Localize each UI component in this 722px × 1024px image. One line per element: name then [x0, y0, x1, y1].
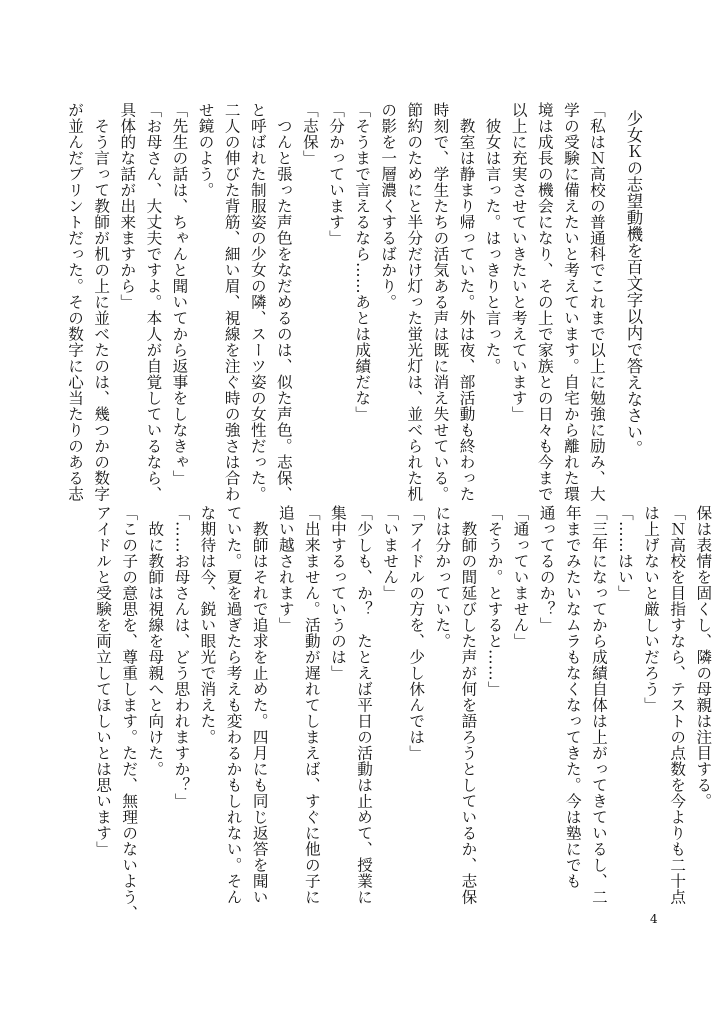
- text-line: と呼ばれた制服姿の少女の隣、スーツ姿の女性だった。: [248, 102, 267, 502]
- text-line: 「三年になってから成績自体は上がってきているし、二: [589, 505, 608, 905]
- text-line: 保は表情を固くし、隣の母親は注目する。: [694, 505, 713, 809]
- text-line: ていた。夏を過ぎたら考えも変わるかもしれない。そん: [224, 505, 243, 905]
- text-line: 「いません」: [381, 505, 400, 601]
- text-line: 「お母さん、大丈夫ですよ。本人が自覚しているなら、: [144, 102, 163, 502]
- text-line: 「少しも、か？ たとえば平日の活動は止めて、授業に: [355, 505, 374, 905]
- text-line: 「志保」: [300, 102, 319, 166]
- text-line: 以上に充実させていきたいと考えています」: [509, 102, 528, 422]
- text-line: 追い越されます」: [276, 505, 295, 633]
- lower-text-block: [90, 505, 716, 921]
- text-line: 節約のためにと半分だけ灯った蛍光灯は、並べられた机: [405, 102, 424, 502]
- text-line: そう言って教師が机の上に並べたのは、幾つかの数字: [92, 102, 111, 502]
- upper-text-block: [62, 102, 610, 502]
- text-line: 「そうまで言えるなら……あとは成績だな」: [353, 102, 372, 422]
- text-line: の影を一層濃くするばかり。: [379, 102, 398, 310]
- text-line: 「この子の意思を、尊重します。ただ、無理のないよう、: [120, 505, 139, 921]
- text-line: 「出来ません。活動が遅れてしまえば、すぐに他の子に: [302, 505, 321, 905]
- text-line: 境は成長の機会になり、その上で家族との日々も今まで: [535, 102, 554, 502]
- text-line: 彼女は言った。はっきりと言った。: [483, 102, 502, 374]
- text-line: 「先生の話は、ちゃんと聞いてから返事をしなきゃ」: [170, 102, 189, 486]
- text-line: せ鏡のよう。: [196, 102, 215, 198]
- text-line: 「……お母さんは、どう思われますか？」: [172, 505, 191, 809]
- text-line: 通ってるのか？」: [537, 505, 556, 633]
- text-line: には分かっていた。: [433, 505, 452, 649]
- page-number: 4: [650, 912, 658, 926]
- text-line: 教師の間延びした声が何を語ろうとしているか、志保: [459, 505, 478, 905]
- text-line: 「分かっています」: [327, 102, 346, 246]
- text-line: アイドルと受験を両立してほしいとは思います」: [94, 505, 113, 857]
- text-line: 教師はそれで追求を止めた。四月にも同じ返答を聞い: [250, 505, 269, 905]
- text-line: 集中するっていうのは」: [328, 505, 347, 681]
- text-line: 具体的な話が出来ますから」: [118, 102, 137, 310]
- text-line: 年までみたいなムラもなくなってきた。今は塾にでも: [563, 505, 582, 889]
- text-line: 学の受験に備えたいと考えています。自宅から離れた環: [561, 102, 580, 502]
- text-line: つんと張った声色をなだめるのは、似た声色。志保、: [274, 102, 293, 502]
- text-line: 「……はい」: [615, 505, 634, 601]
- text-line: は上げないと厳しいだろう」: [642, 505, 661, 713]
- text-line: 故に教師は視線を母親へと向けた。: [146, 505, 165, 777]
- text-line: 二人の伸びた背筋、細い眉、視線を注ぐ時の強さは合わ: [222, 102, 241, 502]
- text-line: 教室は静まり帰っていた。外は夜、部活動も終わった: [457, 102, 476, 502]
- page-title: 少女Ｋの志望動機を百文字以内で答えなさい。: [624, 110, 643, 457]
- text-line: 「Ｎ高校を目指すなら、テストの点数を今よりも二十点: [668, 505, 687, 905]
- text-line: な期待は今、鋭い眼光で消えた。: [198, 505, 217, 745]
- text-line: 「アイドルの方を、少し休んでは」: [407, 505, 426, 761]
- text-line: 「通っていません」: [511, 505, 530, 649]
- text-line: が並んだプリントだった。その数字に心当たりのある志: [66, 102, 85, 502]
- text-line: 「私はＮ高校の普通科でこれまで以上に勉強に励み、大: [587, 102, 606, 502]
- text-line: 「そうか。とすると……」: [485, 505, 504, 697]
- text-line: 時刻で、学生たちの活気ある声は既に消え失せている。: [431, 102, 450, 502]
